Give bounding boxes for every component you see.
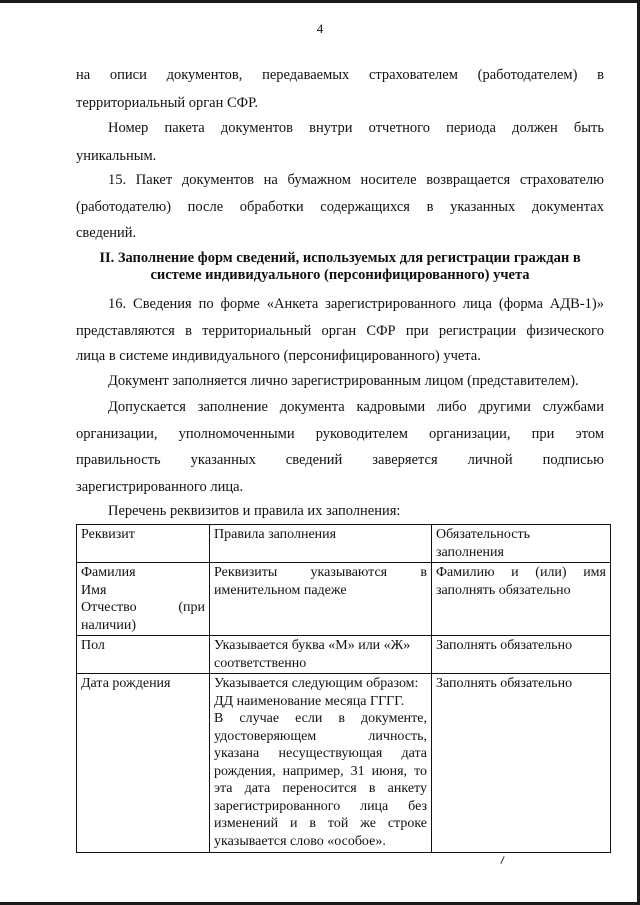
paragraph-line: зарегистрированного лица. [76, 479, 244, 495]
paragraph-line: 16. Сведения по форме «Анкета зарегистрированного лица (форма АДВ-1)» [108, 296, 604, 312]
table-header-cell [210, 525, 432, 563]
table-cell [432, 636, 611, 674]
cell-text: Фамилию и (или) имя [436, 565, 606, 580]
cell-text: зарегистрированного лица без [214, 798, 427, 814]
cell-text: удостоверяющем личность, [214, 728, 427, 744]
scan-mark [500, 856, 504, 864]
cell-text: Имя [81, 582, 107, 598]
table-header-text: Правила заполнения [214, 527, 337, 542]
paragraph-line: Документ заполняется лично зарегистрированным лицом (представителем). [108, 373, 579, 389]
cell-text: ДД наименование месяца ГГГГ. [214, 693, 405, 709]
paragraph-line: Номер пакета документов внутри отчетного периода должен быть [108, 120, 604, 136]
cell-text: Указывается буква «М» или «Ж» [214, 638, 411, 653]
table-cell [77, 674, 210, 853]
table-header-text: Обязательность [436, 527, 530, 542]
requisites-table [76, 524, 611, 853]
paragraph-line: правильность указанных сведений заверяется личной подписью [76, 452, 604, 468]
paragraph-line: сведений. [76, 225, 137, 241]
paragraph-line: Допускается заполнение документа кадровыми либо другими службами [108, 399, 604, 415]
cell-text: изменений и в той же строке [214, 816, 427, 831]
paragraph-line: на описи документов, передаваемых страхователем (работодателем) в [76, 67, 604, 83]
cell-text: наличии) [81, 617, 136, 633]
paragraph-line: Перечень реквизитов и правила их заполнения: [108, 503, 401, 519]
table-cell [432, 674, 611, 853]
table-header-text: Реквизит [81, 527, 135, 542]
paragraph-line: (работодателю) после обработки содержащихся в указанных документах [76, 199, 604, 215]
cell-text: Фамилия [81, 565, 136, 580]
cell-text: эта дата переносится в анкету [214, 781, 427, 796]
cell-text: заполнять обязательно [436, 582, 571, 598]
paragraph-line: уникальным. [76, 148, 157, 164]
section-heading: II. Заполнение форм сведений, используемых для регистрации граждан в [99, 250, 581, 266]
paragraph-line: территориальный орган СФР. [76, 95, 259, 111]
table-header-cell [77, 525, 210, 563]
cell-text: указана несуществующая дата [214, 746, 427, 761]
table-cell [77, 636, 210, 674]
cell-text: указывается слово «особое». [214, 833, 386, 849]
scan-edge-top [0, 0, 640, 3]
cell-text: Заполнять обязательно [436, 676, 573, 691]
table-header-text: заполнения [436, 544, 504, 560]
table-row [77, 674, 611, 853]
cell-text: В случае если в документе, [214, 711, 427, 726]
paragraph-line: 15. Пакет документов на бумажном носителе возвращается страхователю [108, 172, 604, 188]
paragraph-line: лица в системе индивидуального (персонифицированного) учета. [76, 348, 481, 364]
table-row [77, 563, 611, 636]
paragraph-line: представляются в территориальный орган СФР при регистрации физического [76, 323, 604, 339]
paragraph-line: организации, уполномоченными руководителем организации, при этом [76, 426, 604, 442]
cell-text: рождения, например, 31 июня, то [214, 763, 427, 779]
cell-text: Пол [81, 638, 105, 653]
table-row [77, 636, 611, 674]
section-heading: системе индивидуального (персонифицированного) учета [150, 267, 530, 283]
cell-text: Указывается следующим образом: [214, 676, 419, 691]
table-header-row [77, 525, 611, 563]
cell-text: Дата рождения [81, 676, 171, 691]
cell-text: Реквизиты указываются в [214, 565, 427, 580]
cell-text: Отчество (при [81, 600, 205, 615]
table-cell [432, 563, 611, 636]
table-cell [210, 563, 432, 636]
cell-text: Заполнять обязательно [436, 638, 573, 653]
table-cell [210, 636, 432, 674]
table-cell [77, 563, 210, 636]
table-cell [210, 674, 432, 853]
page-number: 4 [316, 21, 324, 36]
table-header-cell [432, 525, 611, 563]
cell-text: именительном падеже [214, 582, 347, 598]
cell-text: соответственно [214, 655, 307, 671]
